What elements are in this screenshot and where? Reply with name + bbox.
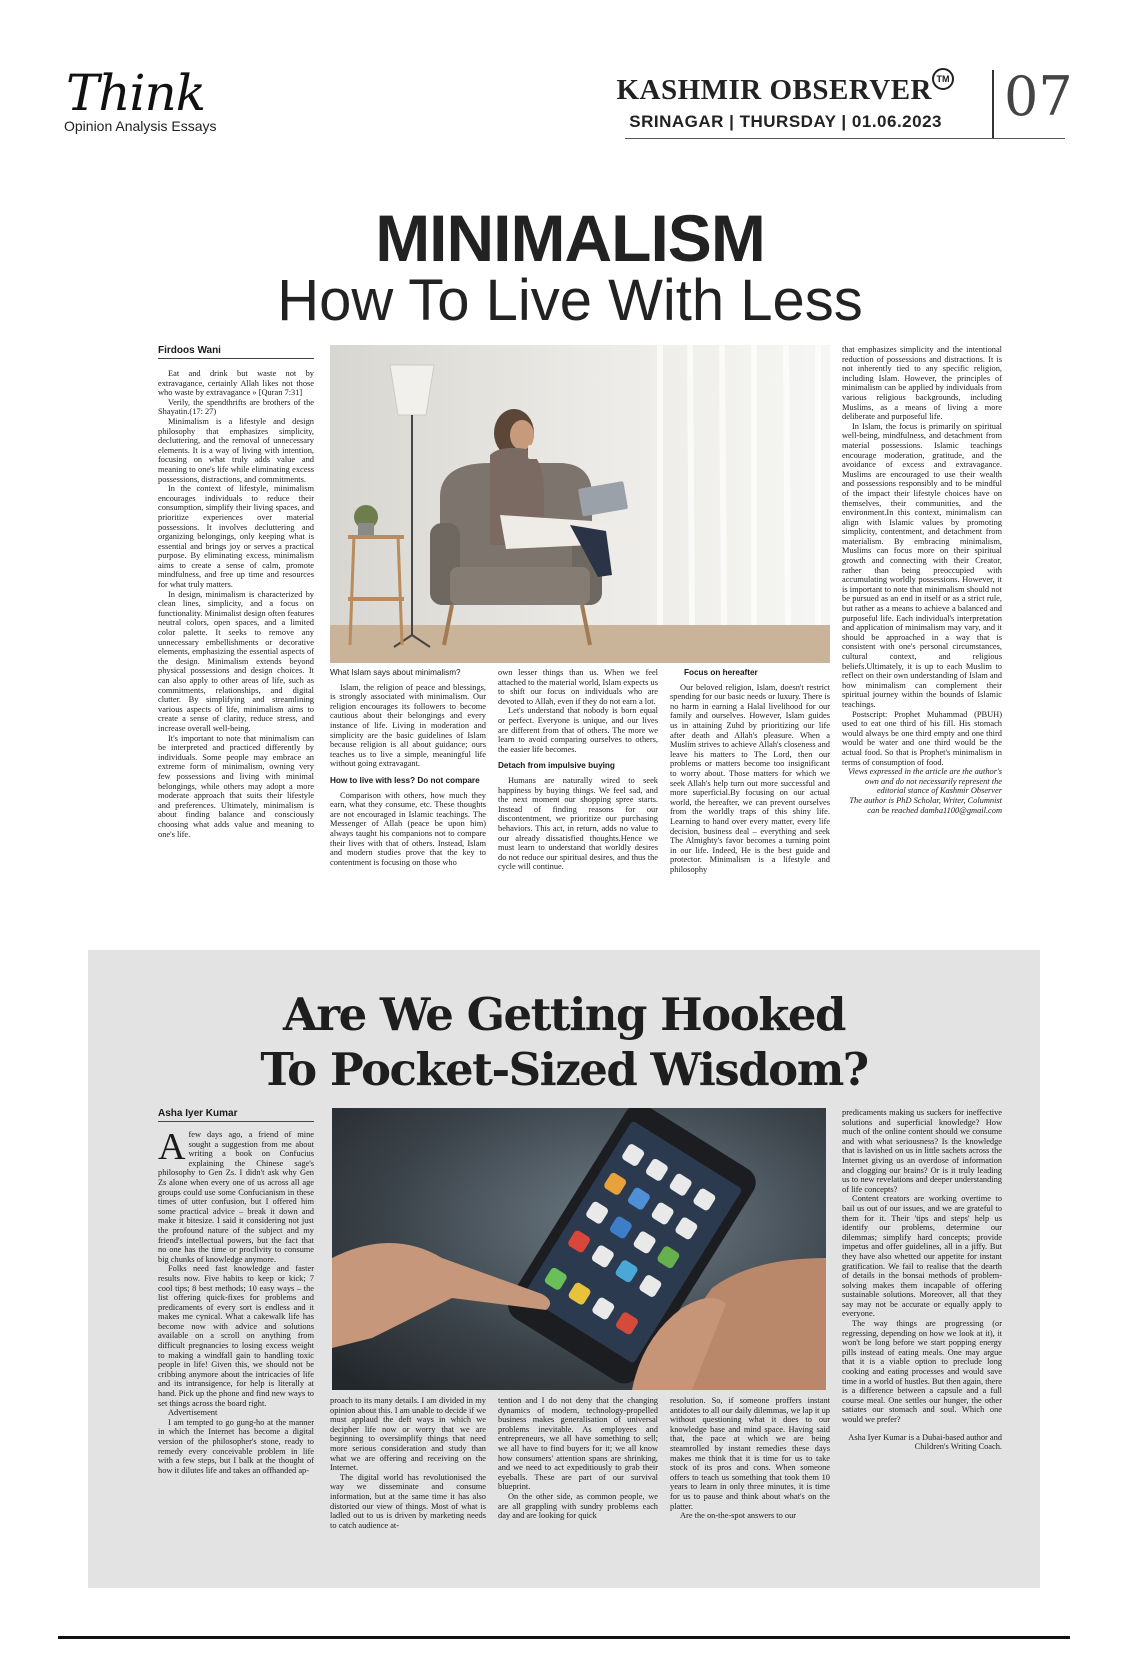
article2-photo — [332, 1108, 826, 1390]
bottom-rule — [58, 1636, 1070, 1639]
author-bio: Asha Iyer Kumar is a Dubai-based author and Children's Writing Coach. — [848, 1432, 1002, 1452]
subheading: How to live with less? Do not compare — [330, 775, 480, 785]
section-title: Think — [66, 64, 206, 122]
article2-column-4 — [670, 1396, 830, 1521]
paragraph: tention and I do not deny that the changing dynamics of modern, technology-propelled business makes generalisation of universal problems inevitable. As employees and entrepreneurs, we all have something to sell; we all have to find buyers for it; we all know how consumers' attention spans are shrinking, and we need to act expeditiously to grab their eyeballs. These are part of our survival blueprint. — [498, 1396, 658, 1492]
newspaper-name: KASHMIR OBSERVER — [616, 74, 932, 106]
paragraph: Folks need fast knowledge and faster results now. Five habits to keep or kick; 7 cool tips; 8 best methods; 10 easy ways – the list offering quick-fixes for problems and predicaments of every sort is endless and it makes me cynical. What a cakewalk life has become now with advice and solutions available on a scroll on anything from difficult pregnancies to losing excess weight to making a windfall gain to handling toxic people in life! Given this, we should not be cribbing anymore about the intricacies of life and its intransigence, for help is literally at hand. Pick up the phone and find new ways to set things across the board right. — [158, 1264, 314, 1408]
paragraph: The digital world has revolutionised the way we disseminate and consume information, but at the same time it has also distorted our view of things. Most of what is ladled out to us is driven by marketing needs to catch audience at- — [330, 1472, 486, 1530]
paragraph: Minimalism is a lifestyle and design philosophy that emphasizes simplicity, decluttering, and the removal of unnecessary elements. It is a way of living with intention, focusing on what truly adds value and meaning to one's life while eliminating excess possessions, distractions, and commitments. — [158, 416, 314, 484]
article1-column-2 — [330, 668, 486, 867]
paragraph: I am tempted to go gung-ho at the manner in which the Internet has become a digital version of the philosopher's stone, ready to remedy every conceivable problem in life with a few steps, but I balk at the thought of how it dilutes life and takes an offhanded ap- — [158, 1417, 314, 1475]
paragraph: Are the on-the-spot answers to our — [680, 1511, 797, 1521]
paragraph: own lesser things than us. When we feel attached to the material world, Islam expects us to shift our focus on individuals who are devoted to Allah, even if they do not earn a lot. — [498, 668, 658, 706]
paragraph: Content creators are working overtime to bail us out of our issues, and we are grateful to them for it. Their 'tips and steps' help us identify our problems, determine our dilemmas; simplify hard concepts; provide impetus and offer guidelines, all in a jiffy. But they have also whetted our appetite for instant gratification. We fail to realise that the dearth of details in the bonsai methods of problem-solving makes them incapable of offering sustainable solutions. Moreover, all that they say may not be accurate or equally apply to everyone. — [842, 1194, 1002, 1319]
article2-column-1 — [158, 1108, 314, 1475]
subheading: What Islam says about minimalism? — [330, 668, 461, 677]
paragraph: In the context of lifestyle, minimalism encourages individuals to reduce their consumption, simplify their living spaces, and prioritize experiences over material possessions. It involves decluttering and organizing belongings, only keeping what is essential and brings joy or serves a practical purpose. By eliminating excess, minimalism aims to create a sense of calm, promote mindfulness, and free up time and resources for what truly matters. — [158, 484, 314, 590]
paragraph: In Islam, the focus is primarily on spiritual well-being, mindfulness, and detachment from material possessions. Islamic teachings encourage moderation, gratitude, and the avoidance of excess and extravagance. Muslims are encouraged to use their wealth and possessions responsibly and to be mindful of the impact their lifestyle choices have on themselves, their communities, and the environment.In this context, minimalism can align with Islamic values by promoting simplicity, contentment, and detachment from materialism. By embracing minimalism, Muslims can focus more on their spiritual growth and connecting with their Creator, rather than being preoccupied with accumulating worldly possessions. However, it is important to note that minimalism should not be pursued as an end in itself or as a strict rule, but rather as a means to achieve a balanced and purposeful life. Each individual's interpretation and application of minimalism may vary, and it should be approached in a way that is consistent with one's personal circumstances, cultural context, and religious beliefs.Ultimately, it is up to each Muslim to reflect on their own understanding of Islam and how minimalism can complement their spiritual journey within the bounds of Islamic teachings. — [842, 421, 1002, 709]
paragraph: Comparison with others, how much they earn, what they consume, etc. These thoughts are not encouraged in Islamic teachings. The Messenger of Allah (peace be upon him) always taught his companions not to compare their lives with that of others. Instead, Islam and modern studies prove that the key to contentment is focusing on those who — [330, 790, 486, 867]
paragraph: The way things are progressing (or regressing, depending on how we look at it), it won't be long before we start popping energy pills instead of eating meals. One may argue that it is a viable option to preclude long cooking and eating processes and would save time in a world of hustles. But then again, there is a difference between a capsule and a full course meal. One settles our hunger, the other satiates our stomach and soul. Which one would we prefer? — [842, 1319, 1002, 1424]
paragraph: It's important to note that minimalism can be interpreted and practiced differently by individuals. Some people may embrace an extreme form of minimalism, owning very few possessions and living with minimal belongings, while others may adopt a more moderate approach that suits their lifestyle and preferences. Ultimately, minimalism is about finding balance and consciously choosing what adds value and meaning to one's life. — [158, 733, 314, 839]
header-divider — [992, 70, 994, 138]
article2-column-5 — [842, 1108, 1002, 1452]
drop-cap: A — [158, 1126, 186, 1168]
header-rule — [625, 138, 1065, 139]
paragraph: Verily, the spendthrifts are brothers of the Shayatin.(17: 27) — [158, 397, 314, 417]
article2-title-line1: Are We Getting Hooked — [283, 988, 845, 1041]
paragraph: Let's understand that nobody is born equal or perfect. Everyone is unique, and our lives are different from that of others. The more we learn to avoid comparing ourselves to others, the easier life becomes. — [498, 706, 658, 754]
article1-column-1 — [158, 345, 314, 839]
dateline: SRINAGAR | THURSDAY | 01.06.2023 — [629, 112, 942, 131]
paragraph: Eat and drink but waste not by extravagance, certainly Allah likes not those who waste by extravagance » [Quran 7:31] — [158, 369, 314, 398]
trademark-icon: TM — [932, 68, 954, 90]
article1-column-3 — [498, 668, 658, 872]
paragraph: Islam, the religion of peace and blessings, is strongly associated with minimalism. Our religion encourages its followers to become cautious about their belongings and every instance of life. Living in moderation and simplicity are the basic guidelines of Islam because religion is all about guidance; ours teaches us to live a simple, meaningful life without going extravagant. — [330, 682, 486, 769]
paragraph: Humans are naturally wired to seek happiness by buying things. We feel sad, and the next moment our shopping spree starts. Instead of finding reasons for our discontentment, we prioritize our purchasing behaviors. This act, in return, adds no value to our already dissatisfied thoughts.Hence we must learn to understand that worldly desires do not reduce our spiritual desires, and thus the cycle will continue. — [498, 775, 658, 872]
article2-title-line2: To Pocket-Sized Wisdom? — [260, 1043, 868, 1096]
article1-title: MINIMALISM — [375, 201, 765, 275]
article1-column-5 — [842, 345, 1002, 815]
subheading: Focus on hereafter — [684, 668, 758, 677]
advertisement-label: Advertisement — [168, 1408, 218, 1418]
author-bio: The author is PhD Scholar, Writer, Columnist can be reached damha1100@gmail.com — [849, 795, 1002, 815]
article1-byline: Firdoos Wani — [158, 345, 314, 359]
disclaimer: Views expressed in the article are the author's own and do not necessarily represent the editorial stance of Kashmir Observer — [848, 767, 1002, 796]
article2-column-2 — [330, 1396, 486, 1530]
paragraph: Postscript: Prophet Muhammad (PBUH) used to eat one third of his fill. His stomach would always be one third empty and one third would be water and one third would be the actual food. So that is Prophet's minimalism in terms of consumption of food. — [842, 709, 1002, 767]
article2-byline: Asha Iyer Kumar — [158, 1108, 314, 1122]
paragraph: proach to its many details. I am divided in my opinion about this. I am unable to decide if we must applaud the deft ways in which we decipher life now or worry that we are beginning to oversimplify things that need more serious consideration and study than what we are offering and receiving on the Internet. — [330, 1396, 486, 1473]
paragraph: On the other side, as common people, we are all grappling with sundry problems each day and are looking for quick — [498, 1491, 658, 1521]
paragraph: that emphasizes simplicity and the intentional reduction of possessions and distractions. It is not inherently tied to any specific religion, including Islam. However, the principles of minimalism can be applied by individuals from various religious backgrounds, including Muslims, as a means of living a more deliberate and purposeful life. — [842, 345, 1002, 422]
article2-column-3 — [498, 1396, 658, 1521]
page-number: 07 — [1004, 65, 1073, 128]
subheading: Detach from impulsive buying — [498, 761, 615, 771]
paragraph: Our beloved religion, Islam, doesn't restrict spending for our basic needs or luxury. There is no harm in earning a Halal livelihood for our family and ourselves. However, Islam guides us in attaining Zuhd by prioritizing our life after death and Allah's pleasure. When a Muslim strives to achieve Allah's closeness and leave his matters to The Lord, then our problems or matters become too insignificant to worry about. Those matters for which we seek Allah's help turn out more successful and more superficial.By focusing on our actual world, the hereafter, we can prevent ourselves from the worldly traps of this shiny life. Learning to hand over every matter, every life decision, business deal – everything and seek The Almighty's favor becomes a turning point in our life. Indeed, He is the best guide and protector. Minimalism is a lifestyle and philosophy — [670, 682, 830, 874]
paragraph: resolution. So, if someone proffers instant antidotes to all our daily dilemmas, we lap it up without questioning what it does to our knowledge base and mind space. Having said that, the pace at which we are being steamrolled by instant remedies these days makes me think that it is time for us to take stock of its pros and cons. When someone offers to teach us something that took them 10 years to learn in only three minutes, it is time for us to pause and think about what's on the platter. — [670, 1396, 830, 1511]
section-subtitle: Opinion Analysis Essays — [64, 118, 217, 134]
paragraph: In design, minimalism is characterized by clean lines, simplicity, and a focus on functionality. Minimalist design often features neutral colors, open spaces, and a limited color palette. It seeks to remove any unnecessary embellishments or decorative elements, emphasizing the essential aspects of the design. Minimalism extends beyond physical possessions and design choices. It can also apply to other areas of life, such as commitments, relationships, and digital clutter. By simplifying and streamlining various aspects of life, minimalism aims to create a sense of clarity, reduce stress, and increase overall well-being. — [158, 589, 314, 733]
article1-photo — [330, 345, 830, 663]
paragraph: few days ago, a friend of mine sought a suggestion from me about writing a book on Confucius explaining the Chinese sage's philosophy to Gen Zs. I didn't ask why Gen Zs alone when every one of us across all age groups could use some Confucianism in these times of utter confusion, but I offered him some practical advice – break it down and make it bitesize. I said it considering not just the profound nature of the subject and my friend's intellectual powers, but the fact that no one has the time or proclivity to consume big chunks of knowledge anymore. — [158, 1130, 314, 1264]
article1-column-4 — [670, 668, 830, 874]
paragraph: predicaments making us suckers for ineffective solutions and superficial knowledge? How much of the online content should we consume and with what seriousness? Is the knowledge that is lavished on us in little sachets across the Internet giving us an overdose of information and clogging our brains? Or is it truly leading us to new revelations and deeper understanding of life concepts? — [842, 1108, 1002, 1194]
article1-subtitle: How To Live With Less — [277, 268, 863, 333]
